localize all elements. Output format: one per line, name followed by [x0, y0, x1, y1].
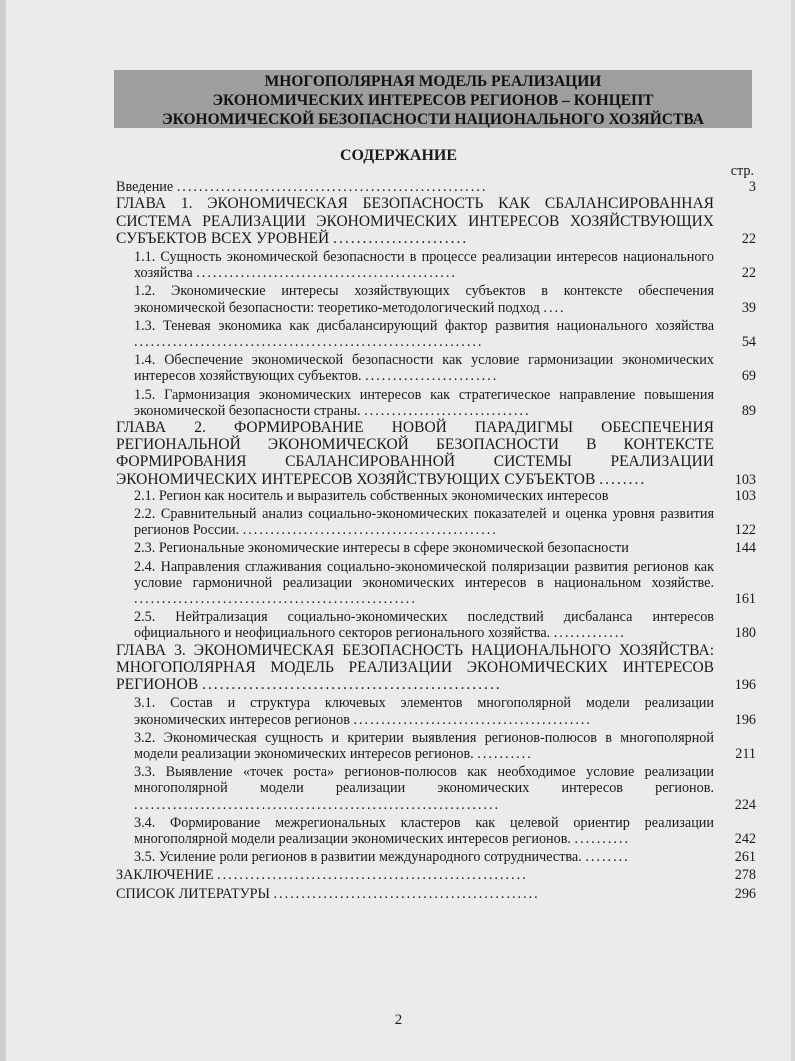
- leader-dots: ........................: [365, 368, 499, 385]
- toc-entry-1-3[interactable]: [116, 318, 756, 350]
- toc-entry-page: 144: [734, 540, 756, 557]
- toc-entry-conclusion[interactable]: [116, 867, 756, 883]
- toc-entry-3-1[interactable]: [116, 695, 756, 727]
- toc-entry-3-5[interactable]: [116, 849, 756, 865]
- table-of-contents: [116, 163, 756, 902]
- toc-entry-text: 1.5. Гармонизация экономических интересов как стратегическое направление повышения экономической безопасности страны.: [134, 386, 714, 419]
- toc-entry-text: ГЛАВА 1. ЭКОНОМИЧЕСКАЯ БЕЗОПАСНОСТЬ КАК СБАЛАНСИРОВАННАЯ СИСТЕМА РЕАЛИЗАЦИИ ЭКОНОМИЧЕСКИХ ИНТЕРЕСОВ ХОЗЯЙСТВУЮЩИХ СУБЪЕКТОВ ВСЕХ УРОВНЕЙ: [116, 195, 714, 247]
- leader-dots: ...........................................: [353, 711, 592, 728]
- leader-dots: ........: [599, 470, 647, 488]
- toc-entry-intro[interactable]: [116, 179, 756, 195]
- toc-entry-page: 196: [734, 677, 756, 694]
- toc-entry-page: 242: [734, 830, 756, 847]
- toc-entry-3-2[interactable]: [116, 730, 756, 762]
- toc-entry-text: 3.2. Экономическая сущность и критерии выявления регионов-полюсов в многополярной модели реализации экономических интересов регионов.: [134, 729, 714, 762]
- toc-entry-text: 2.2. Сравнительный анализ социально-экономических показателей и оценка уровня развития регионов России.: [134, 506, 714, 539]
- toc-entry-text: ГЛАВА 2. ФОРМИРОВАНИЕ НОВОЙ ПАРАДИГМЫ ОБЕСПЕЧЕНИЯ РЕГИОНАЛЬНОЙ ЭКОНОМИЧЕСКОЙ БЕЗОПАСНОСТИ В КОНТЕКСТЕ ФОРМИРОВАНИЯ СБАЛАНСИРОВАННОЙ СИСТЕМЫ РЕАЛИЗАЦИИ ЭКОНОМИЧЕСКИХ ИНТЕРЕСОВ ХОЗЯЙСТВУЮЩИХ СУБЪЕКТОВ: [116, 419, 714, 488]
- toc-entry-1-4[interactable]: [116, 352, 756, 384]
- toc-entry-page: 3: [748, 179, 756, 196]
- toc-title: СОДЕРЖАНИЕ: [339, 147, 458, 164]
- toc-entry-2-5[interactable]: [116, 609, 756, 641]
- toc-entry-page: 89: [741, 402, 756, 419]
- toc-entry-page: 22: [741, 265, 756, 282]
- toc-entry-text: ЗАКЛЮЧЕНИЕ: [116, 867, 214, 884]
- toc-entry-page: 296: [734, 885, 756, 902]
- toc-entry-text: 1.4. Обеспечение экономической безопасности как условие гармонизации экономических интересов хозяйствующих субъектов.: [134, 352, 714, 385]
- banner-line-3: ЭКОНОМИЧЕСКОЙ БЕЗОПАСНОСТИ НАЦИОНАЛЬНОГО ХОЗЯЙСТВА: [162, 111, 704, 128]
- leader-dots: ...................................................: [134, 591, 417, 608]
- page-column-header: стр.: [730, 163, 754, 179]
- toc-entry-1-1[interactable]: [116, 249, 756, 281]
- leader-dots: ..............................: [364, 402, 531, 419]
- toc-entry-page: 196: [734, 711, 756, 728]
- toc-entry-text: 2.3. Региональные экономические интересы в сфере экономической безопасности: [134, 540, 629, 557]
- toc-entry-1-2[interactable]: [116, 283, 756, 315]
- toc-entry-1-5[interactable]: [116, 387, 756, 419]
- leader-dots: .............: [553, 625, 626, 642]
- toc-entry-page: 278: [734, 867, 756, 884]
- toc-entry-text: 3.5. Усиление роли регионов в развитии международного сотрудничества.: [134, 849, 582, 866]
- toc-entry-page: 103: [734, 471, 756, 488]
- toc-entry-text: 1.2. Экономические интересы хозяйствующих субъектов в контексте обеспечения экономической безопасности: теоретико-методологический подход: [134, 283, 714, 316]
- toc-entry-2-2[interactable]: [116, 506, 756, 538]
- leader-dots: ....: [543, 299, 566, 316]
- banner-line-2: ЭКОНОМИЧЕСКИХ ИНТЕРЕСОВ РЕГИОНОВ – КОНЦЕПТ: [212, 92, 654, 109]
- toc-entry-page: 22: [741, 230, 756, 247]
- banner-line-1: МНОГОПОЛЯРНАЯ МОДЕЛЬ РЕАЛИЗАЦИИ: [264, 73, 602, 90]
- toc-entry-text: ГЛАВА 3. ЭКОНОМИЧЕСКАЯ БЕЗОПАСНОСТЬ НАЦИОНАЛЬНОГО ХОЗЯЙСТВА: МНОГОПОЛЯРНАЯ МОДЕЛЬ РЕАЛИЗАЦИИ ЭКОНОМИЧЕСКИХ ИНТЕРЕСОВ РЕГИОНОВ: [116, 641, 714, 694]
- toc-entry-page: 161: [734, 591, 756, 608]
- toc-entry-text: 2.1. Регион как носитель и выразитель собственных экономических интересов: [134, 487, 609, 504]
- toc-entry-page: 122: [734, 522, 756, 539]
- toc-entry-2-4[interactable]: [116, 559, 756, 608]
- leader-dots: ..............................................: [242, 522, 498, 539]
- toc-entry-text: 3.4. Формирование межрегиональных кластеров как целевой ориентир реализации многополярной модели реализации экономических интересов регионов.: [134, 814, 714, 847]
- leader-dots: ...................................................: [202, 676, 502, 694]
- toc-entry-text: 3.1. Состав и структура ключевых элементов многополярной модели реализации экономических интересов регионов: [134, 695, 714, 728]
- toc-entry-text: СПИСОК ЛИТЕРАТУРЫ: [116, 885, 270, 902]
- toc-entry-text: Введение: [116, 179, 174, 196]
- toc-entry-page: 180: [734, 625, 756, 642]
- leader-dots: ................................................: [273, 885, 540, 902]
- title-banner: [114, 70, 752, 128]
- toc-entry-page: 54: [741, 334, 756, 351]
- toc-entry-3-3[interactable]: [116, 764, 756, 813]
- toc-entry-chapter-2[interactable]: [116, 419, 756, 488]
- leader-dots: .......................: [333, 229, 469, 247]
- leader-dots: ..................................................................: [134, 796, 501, 813]
- toc-entry-text: 1.1. Сущность экономической безопасности в процессе реализации интересов национального хозяйства: [134, 249, 714, 282]
- leader-dots: ..........: [477, 745, 533, 762]
- page-number: 2: [394, 1012, 403, 1028]
- leader-dots: ...............................................................: [134, 334, 484, 351]
- toc-entry-2-1[interactable]: [116, 488, 756, 504]
- leader-dots: ..........: [574, 830, 630, 847]
- leader-dots: ...............................................: [196, 265, 457, 282]
- toc-entry-text: 1.3. Теневая экономика как дисбалансирующий фактор развития национального хозяйства: [134, 317, 714, 334]
- toc-entry-text: 3.3. Выявление «точек роста» регионов-полюсов как необходимое условие реализации многополярной модели реализации экономических интересов регионов.: [134, 764, 714, 797]
- toc-entry-3-4[interactable]: [116, 815, 756, 847]
- toc-entry-page: 39: [741, 299, 756, 316]
- toc-entry-chapter-1[interactable]: [116, 195, 756, 247]
- leader-dots: ........................................................: [217, 867, 528, 884]
- leader-dots: ........................................................: [176, 179, 488, 196]
- toc-entry-text: 2.4. Направления сглаживания социально-экономической поляризации развития регионов как условие гармоничной реализации экономических интересов в национальном хозяйстве.: [134, 558, 714, 591]
- toc-entry-text: 2.5. Нейтрализация социально-экономических последствий дисбаланса интересов официального и неофициального секторов регионального хозяйства.: [134, 609, 714, 642]
- toc-entry-chapter-3[interactable]: [116, 642, 756, 694]
- leader-dots: ........: [585, 849, 630, 866]
- toc-entry-page: 224: [734, 796, 756, 813]
- toc-entry-references[interactable]: [116, 886, 756, 902]
- toc-entry-2-3[interactable]: [116, 540, 756, 556]
- toc-entry-page: 211: [735, 745, 756, 762]
- toc-entry-page: 261: [734, 849, 756, 866]
- toc-entry-page: 103: [734, 487, 756, 504]
- toc-entry-page: 69: [741, 368, 756, 385]
